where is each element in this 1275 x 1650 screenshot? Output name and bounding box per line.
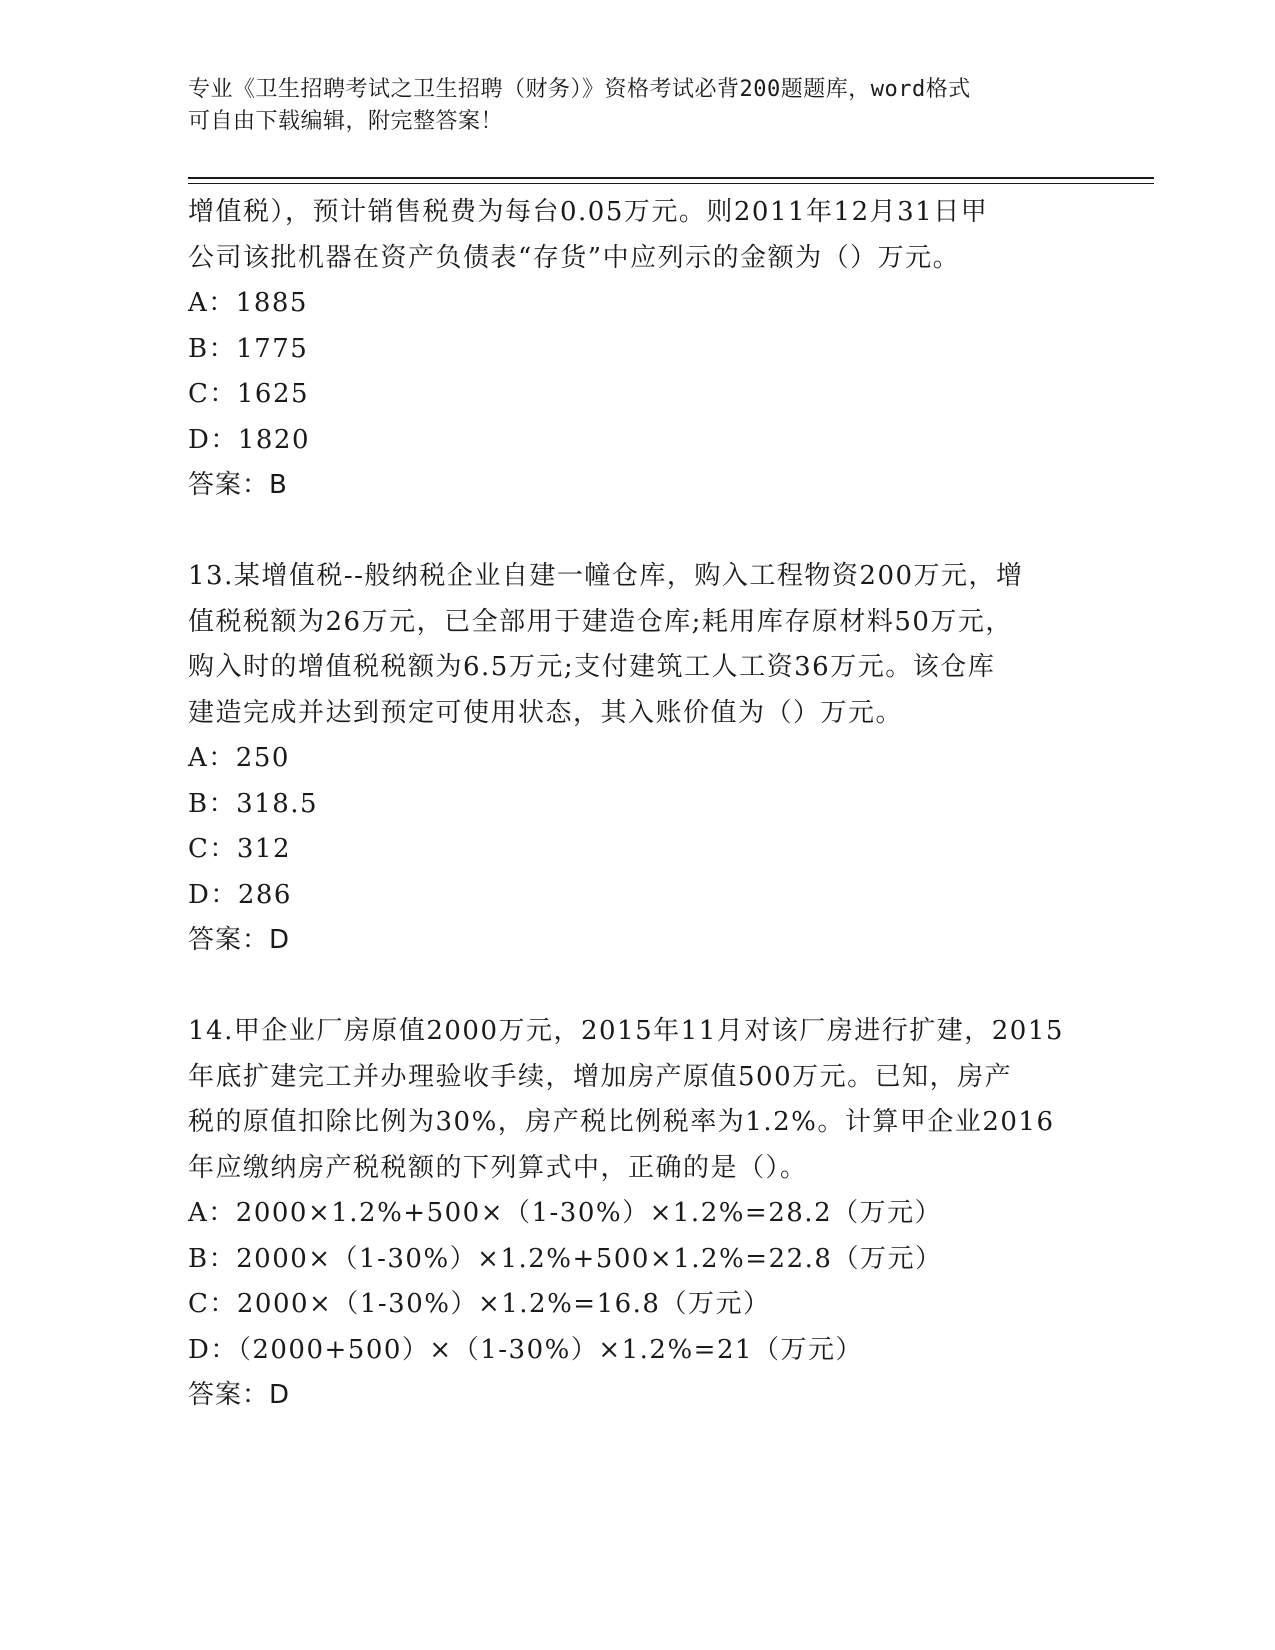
header-divider-thick (188, 177, 1154, 179)
header-divider-thin (188, 183, 1154, 184)
answer-label: 答案：D (188, 925, 291, 955)
header-line-1: 专业《卫生招聘考试之卫生招聘（财务）》资格考试必背200题题库，word格式 (188, 77, 971, 102)
option-d: D：1820 (188, 424, 311, 455)
option-b: B：2000×（1-30%）×1.2%+500×1.2%=22.8（万元） (188, 1243, 943, 1274)
question-text-line: 值税税额为26万元，已全部用于建造仓库;耗用库存原材料50万元， (188, 606, 1013, 637)
document-header (188, 74, 1088, 138)
option-c: C：2000×（1-30%）×1.2%=16.8（万元） (188, 1289, 771, 1319)
option-d: D：286 (188, 879, 292, 910)
question-text-line: 建造完成并达到预定可使用状态，其入账价值为（）万元。 (188, 697, 904, 728)
option-a: A：250 (188, 743, 290, 773)
answer-label: 答案：B (188, 470, 288, 500)
question-text-line: 增值税），预计销售税费为每台0.05万元。则2011年12月31日甲 (188, 197, 989, 227)
option-a: A：1885 (188, 288, 308, 318)
document-body (188, 190, 1088, 1419)
question-12 (188, 190, 1088, 509)
question-text-line: 13.某增值税--般纳税企业自建一幢仓库，购入工程物资200万元，增 (188, 561, 1024, 591)
spacer (188, 509, 1088, 555)
question-13 (188, 554, 1088, 964)
option-b: B：318.5 (188, 788, 319, 819)
answer-label: 答案：D (188, 1380, 291, 1410)
question-text-line: 年应缴纳房产税税额的下列算式中，正确的是（）。 (188, 1152, 808, 1183)
option-a: A：2000×1.2%+500×（1-30%）×1.2%=28.2（万元） (188, 1198, 943, 1228)
question-text-line: 购入时的增值税税额为6.5万元;支付建筑工人工资36万元。该仓库 (188, 652, 996, 682)
question-text-line: 年底扩建完工并办理验收手续，增加房产原值500万元。已知，房产 (188, 1061, 1013, 1092)
option-c: C：1625 (188, 379, 310, 409)
question-14 (188, 1009, 1088, 1419)
question-text-line: 公司该批机器在资产负债表“存货”中应列示的金额为（）万元。 (188, 242, 961, 273)
option-b: B：1775 (188, 333, 309, 364)
option-c: C：312 (188, 834, 292, 864)
spacer (188, 964, 1088, 1010)
question-text-line: 税的原值扣除比例为30%，房产税比例税率为1.2%。计算甲企业2016 (188, 1107, 1055, 1137)
header-line-2: 可自由下载编辑，附完整答案！ (188, 109, 504, 134)
question-text-line: 14.甲企业厂房原值2000万元，2015年11月对该厂房进行扩建，2015 (188, 1016, 1064, 1046)
option-d: D：（2000+500）×（1-30%）×1.2%=21（万元） (188, 1334, 864, 1365)
